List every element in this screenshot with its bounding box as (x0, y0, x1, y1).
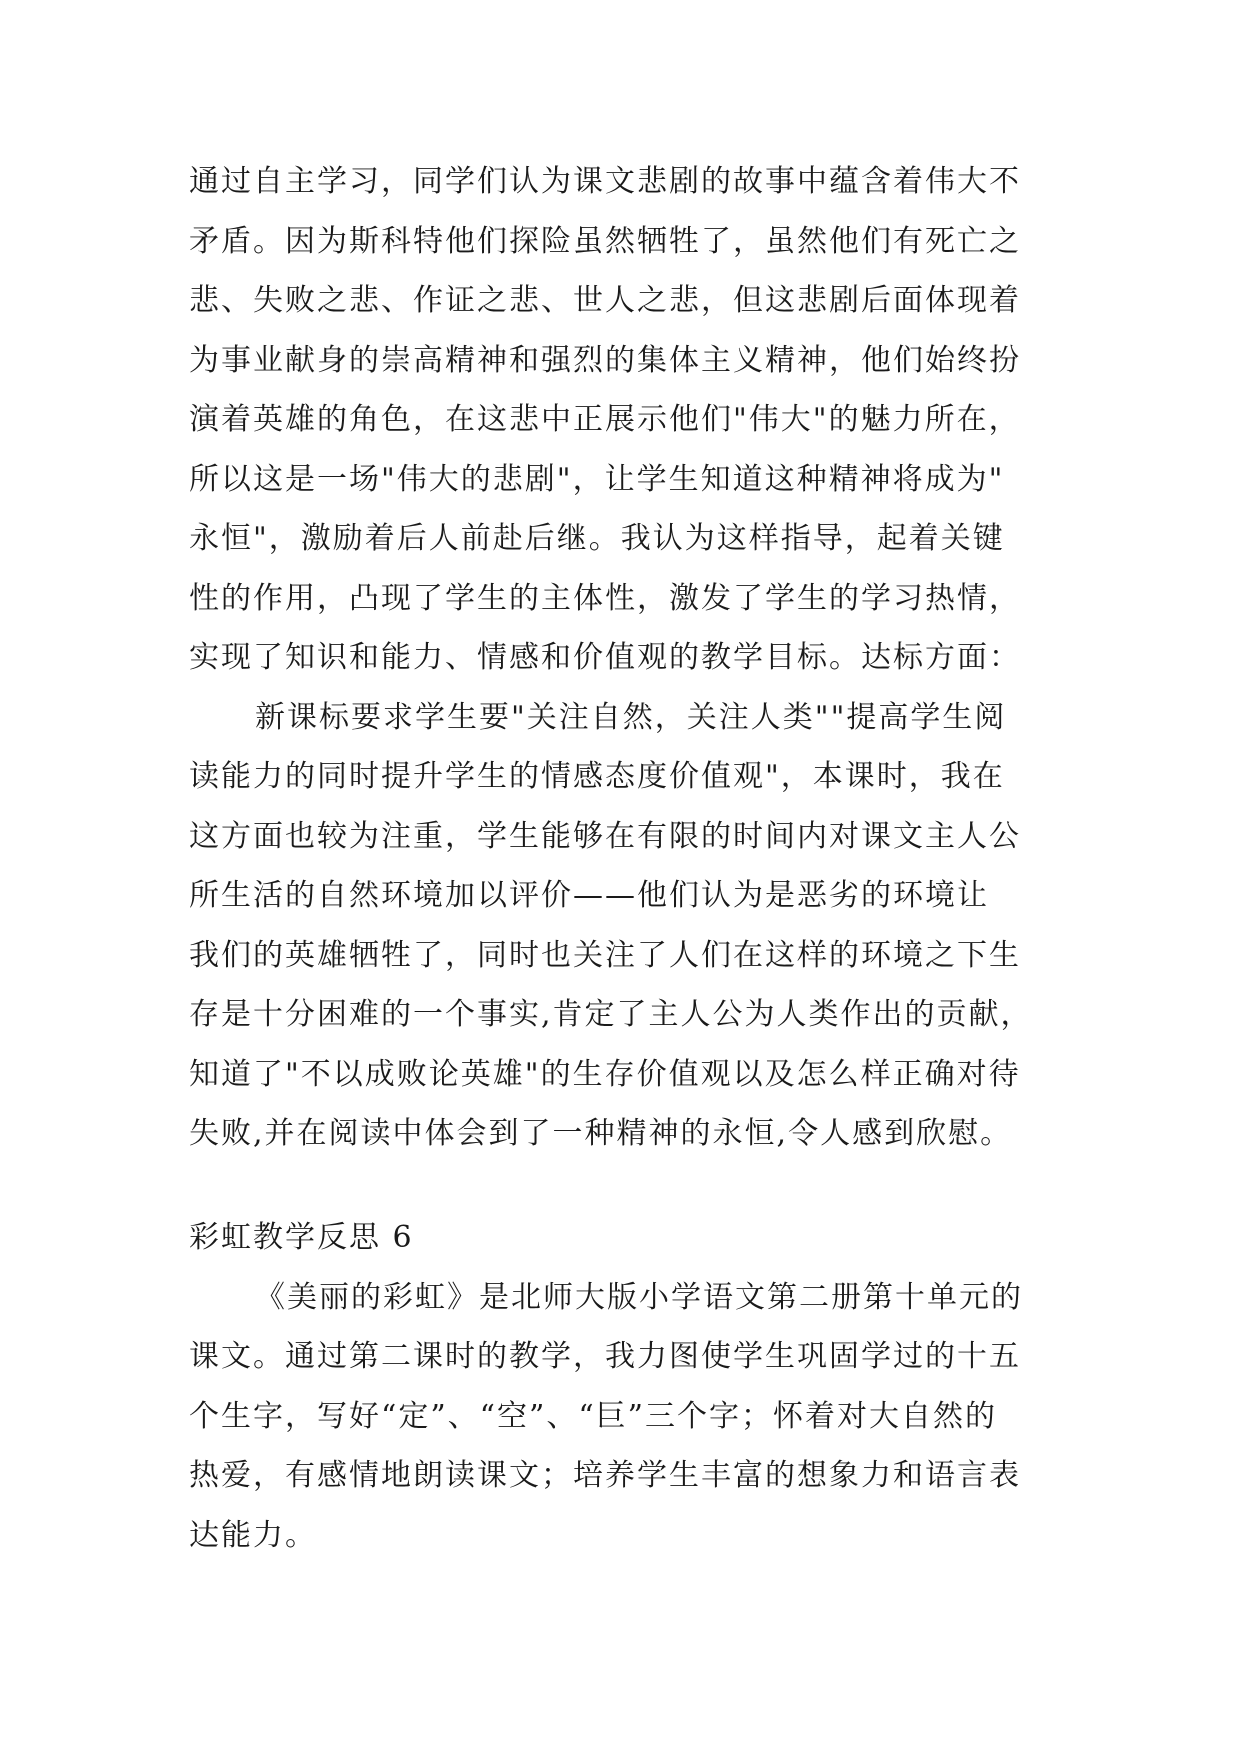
section-1-text (189, 152, 1059, 1164)
text-line: 存是十分困难的一个事实,肯定了主人公为人类作出的贡献， (189, 997, 1033, 1032)
text-line: 矛盾。因为斯科特他们探险虽然牺牲了，虽然他们有死亡之 (189, 223, 1021, 259)
text-line: 为事业献身的崇高精神和强烈的集体主义精神，他们始终扮 (189, 342, 1021, 378)
text-line: 我们的英雄牺牲了，同时也关注了人们在这样的环境之下生 (189, 937, 1021, 973)
text-line: 课文。通过第二课时的教学，我力图使学生巩固学过的十五 (189, 1339, 1021, 1374)
text-line: 失败,并在阅读中体会到了一种精神的永恒,令人感到欣慰。 (189, 1116, 1013, 1151)
text-line: 所以这是一场"伟大的悲剧"，让学生知道这种精神将成为" (189, 461, 1005, 497)
text-line: 通过自主学习，同学们认为课文悲剧的故事中蕴含着伟大不 (189, 164, 1021, 199)
text-line: 演着英雄的角色，在这悲中正展示他们"伟大"的魅力所在， (189, 402, 1021, 437)
section-heading: 彩虹教学反思 6 (189, 1220, 414, 1255)
text-line: 永恒"，激励着后人前赴后继。我认为这样指导，起着关键 (189, 521, 1005, 556)
text-line: 实现了知识和能力、情感和价值观的教学目标。达标方面： (189, 640, 1021, 675)
text-line: 知道了"不以成败论英雄"的生存价值观以及怎么样正确对待 (189, 1056, 1021, 1092)
paragraph-start-line: 《美丽的彩虹》是北师大版小学语文第二册第十单元的 (255, 1279, 1023, 1315)
text-line: 个生字，写好“定”、“空”、“巨”三个字；怀着对大自然的 (189, 1398, 998, 1434)
text-line: 所生活的自然环境加以评价——他们认为是恶劣的环境让 (189, 878, 989, 913)
text-line: 悲、失败之悲、作证之悲、世人之悲，但这悲剧后面体现着 (189, 283, 1021, 318)
text-line: 性的作用，凸现了学生的主体性，激发了学生的学习热情， (189, 580, 1021, 616)
text-line: 这方面也较为注重，学生能够在有限的时间内对课文主人公 (189, 818, 1021, 854)
paragraph-start-line: 新课标要求学生要"关注自然，关注人类""提高学生阅 (255, 699, 1007, 735)
text-line: 读能力的同时提升学生的情感态度价值观"，本课时，我在 (189, 759, 1005, 794)
text-line: 达能力。 (189, 1517, 317, 1553)
section-2-text (189, 1208, 1059, 1565)
text-line: 热爱，有感情地朗读课文；培养学生丰富的想象力和语言表 (189, 1458, 1021, 1493)
